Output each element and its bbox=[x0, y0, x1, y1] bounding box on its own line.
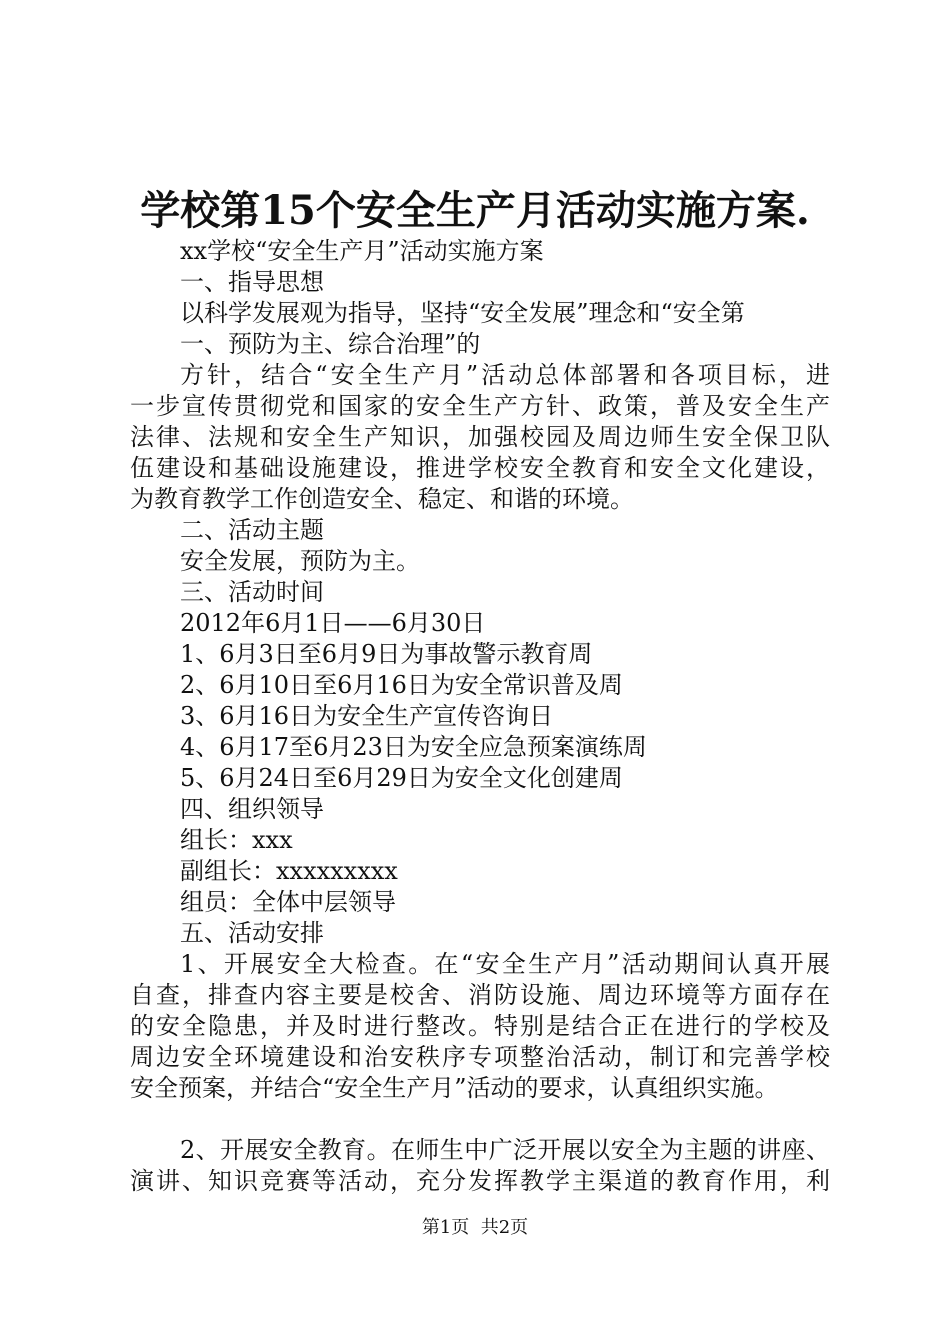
paragraph-line: 1、开展安全大检查。在“安全生产月”活动期间认真开展 bbox=[180, 950, 830, 978]
document-title: 学校第15个安全生产月活动实施方案. bbox=[140, 187, 810, 234]
section-heading: 一、指导思想 bbox=[180, 268, 324, 296]
paragraph-line: 法律、法规和安全生产知识，加强校园及周边师生安全保卫队 bbox=[130, 423, 830, 451]
list-item: 3、6月16日为安全生产宣传咨询日 bbox=[180, 702, 554, 730]
paragraph-line: 为教育教学工作创造安全、稳定、和谐的环境。 bbox=[130, 485, 634, 513]
section-heading: 二、活动主题 bbox=[180, 516, 324, 544]
paragraph-line: 的安全隐患，并及时进行整改。特别是结合正在进行的学校及 bbox=[130, 1012, 830, 1040]
paragraph-line: 2012年6月1日——6月30日 bbox=[180, 609, 486, 637]
paragraph-gap bbox=[130, 1104, 830, 1135]
paragraph-line: 安全预案，并结合“安全生产月”活动的要求，认真组织实施。 bbox=[130, 1074, 779, 1102]
list-item: 4、6月17至6月23日为安全应急预案演练周 bbox=[180, 733, 647, 761]
list-item: 1、6月3日至6月9日为事故警示教育周 bbox=[180, 640, 593, 668]
document-body bbox=[130, 236, 830, 1197]
paragraph-line: 2、开展安全教育。在师生中广泛开展以安全为主题的讲座、 bbox=[180, 1136, 830, 1164]
list-item: 2、6月10日至6月16日为安全常识普及周 bbox=[180, 671, 623, 699]
section-heading: 四、组织领导 bbox=[180, 795, 324, 823]
paragraph-line: 一、预防为主、综合治理”的 bbox=[180, 330, 481, 358]
paragraph-line: 自查，排查内容主要是校舍、消防设施、周边环境等方面存在 bbox=[130, 981, 830, 1009]
paragraph-line: 一步宣传贯彻党和国家的安全生产方针、政策，普及安全生产 bbox=[130, 392, 830, 420]
paragraph-line: 组长：xxx bbox=[180, 826, 293, 854]
section-heading: 三、活动时间 bbox=[180, 578, 324, 606]
paragraph-line: 伍建设和基础设施建设，推进学校安全教育和安全文化建设， bbox=[130, 454, 830, 482]
paragraph-line: 方针，结合“安全生产月”活动总体部署和各项目标，进 bbox=[180, 361, 830, 389]
paragraph-line: 组员：全体中层领导 bbox=[180, 888, 396, 916]
section-heading: 五、活动安排 bbox=[180, 919, 324, 947]
paragraph-line: 安全发展，预防为主。 bbox=[180, 547, 420, 575]
list-item: 5、6月24日至6月29日为安全文化创建周 bbox=[180, 764, 623, 792]
paragraph-line: 演讲、知识竞赛等活动，充分发挥教学主渠道的教育作用，利 bbox=[130, 1167, 830, 1195]
paragraph-line: 副组长：xxxxxxxxx bbox=[180, 857, 398, 885]
paragraph-line: 以科学发展观为指导，坚持“安全发展”理念和“安全第 bbox=[180, 299, 745, 327]
heading-line: xx学校“安全生产月”活动实施方案 bbox=[180, 237, 544, 265]
paragraph-line: 周边安全环境建设和治安秩序专项整治活动，制订和完善学校 bbox=[130, 1043, 830, 1071]
page-footer: 第1页 共2页 bbox=[421, 1217, 529, 1238]
